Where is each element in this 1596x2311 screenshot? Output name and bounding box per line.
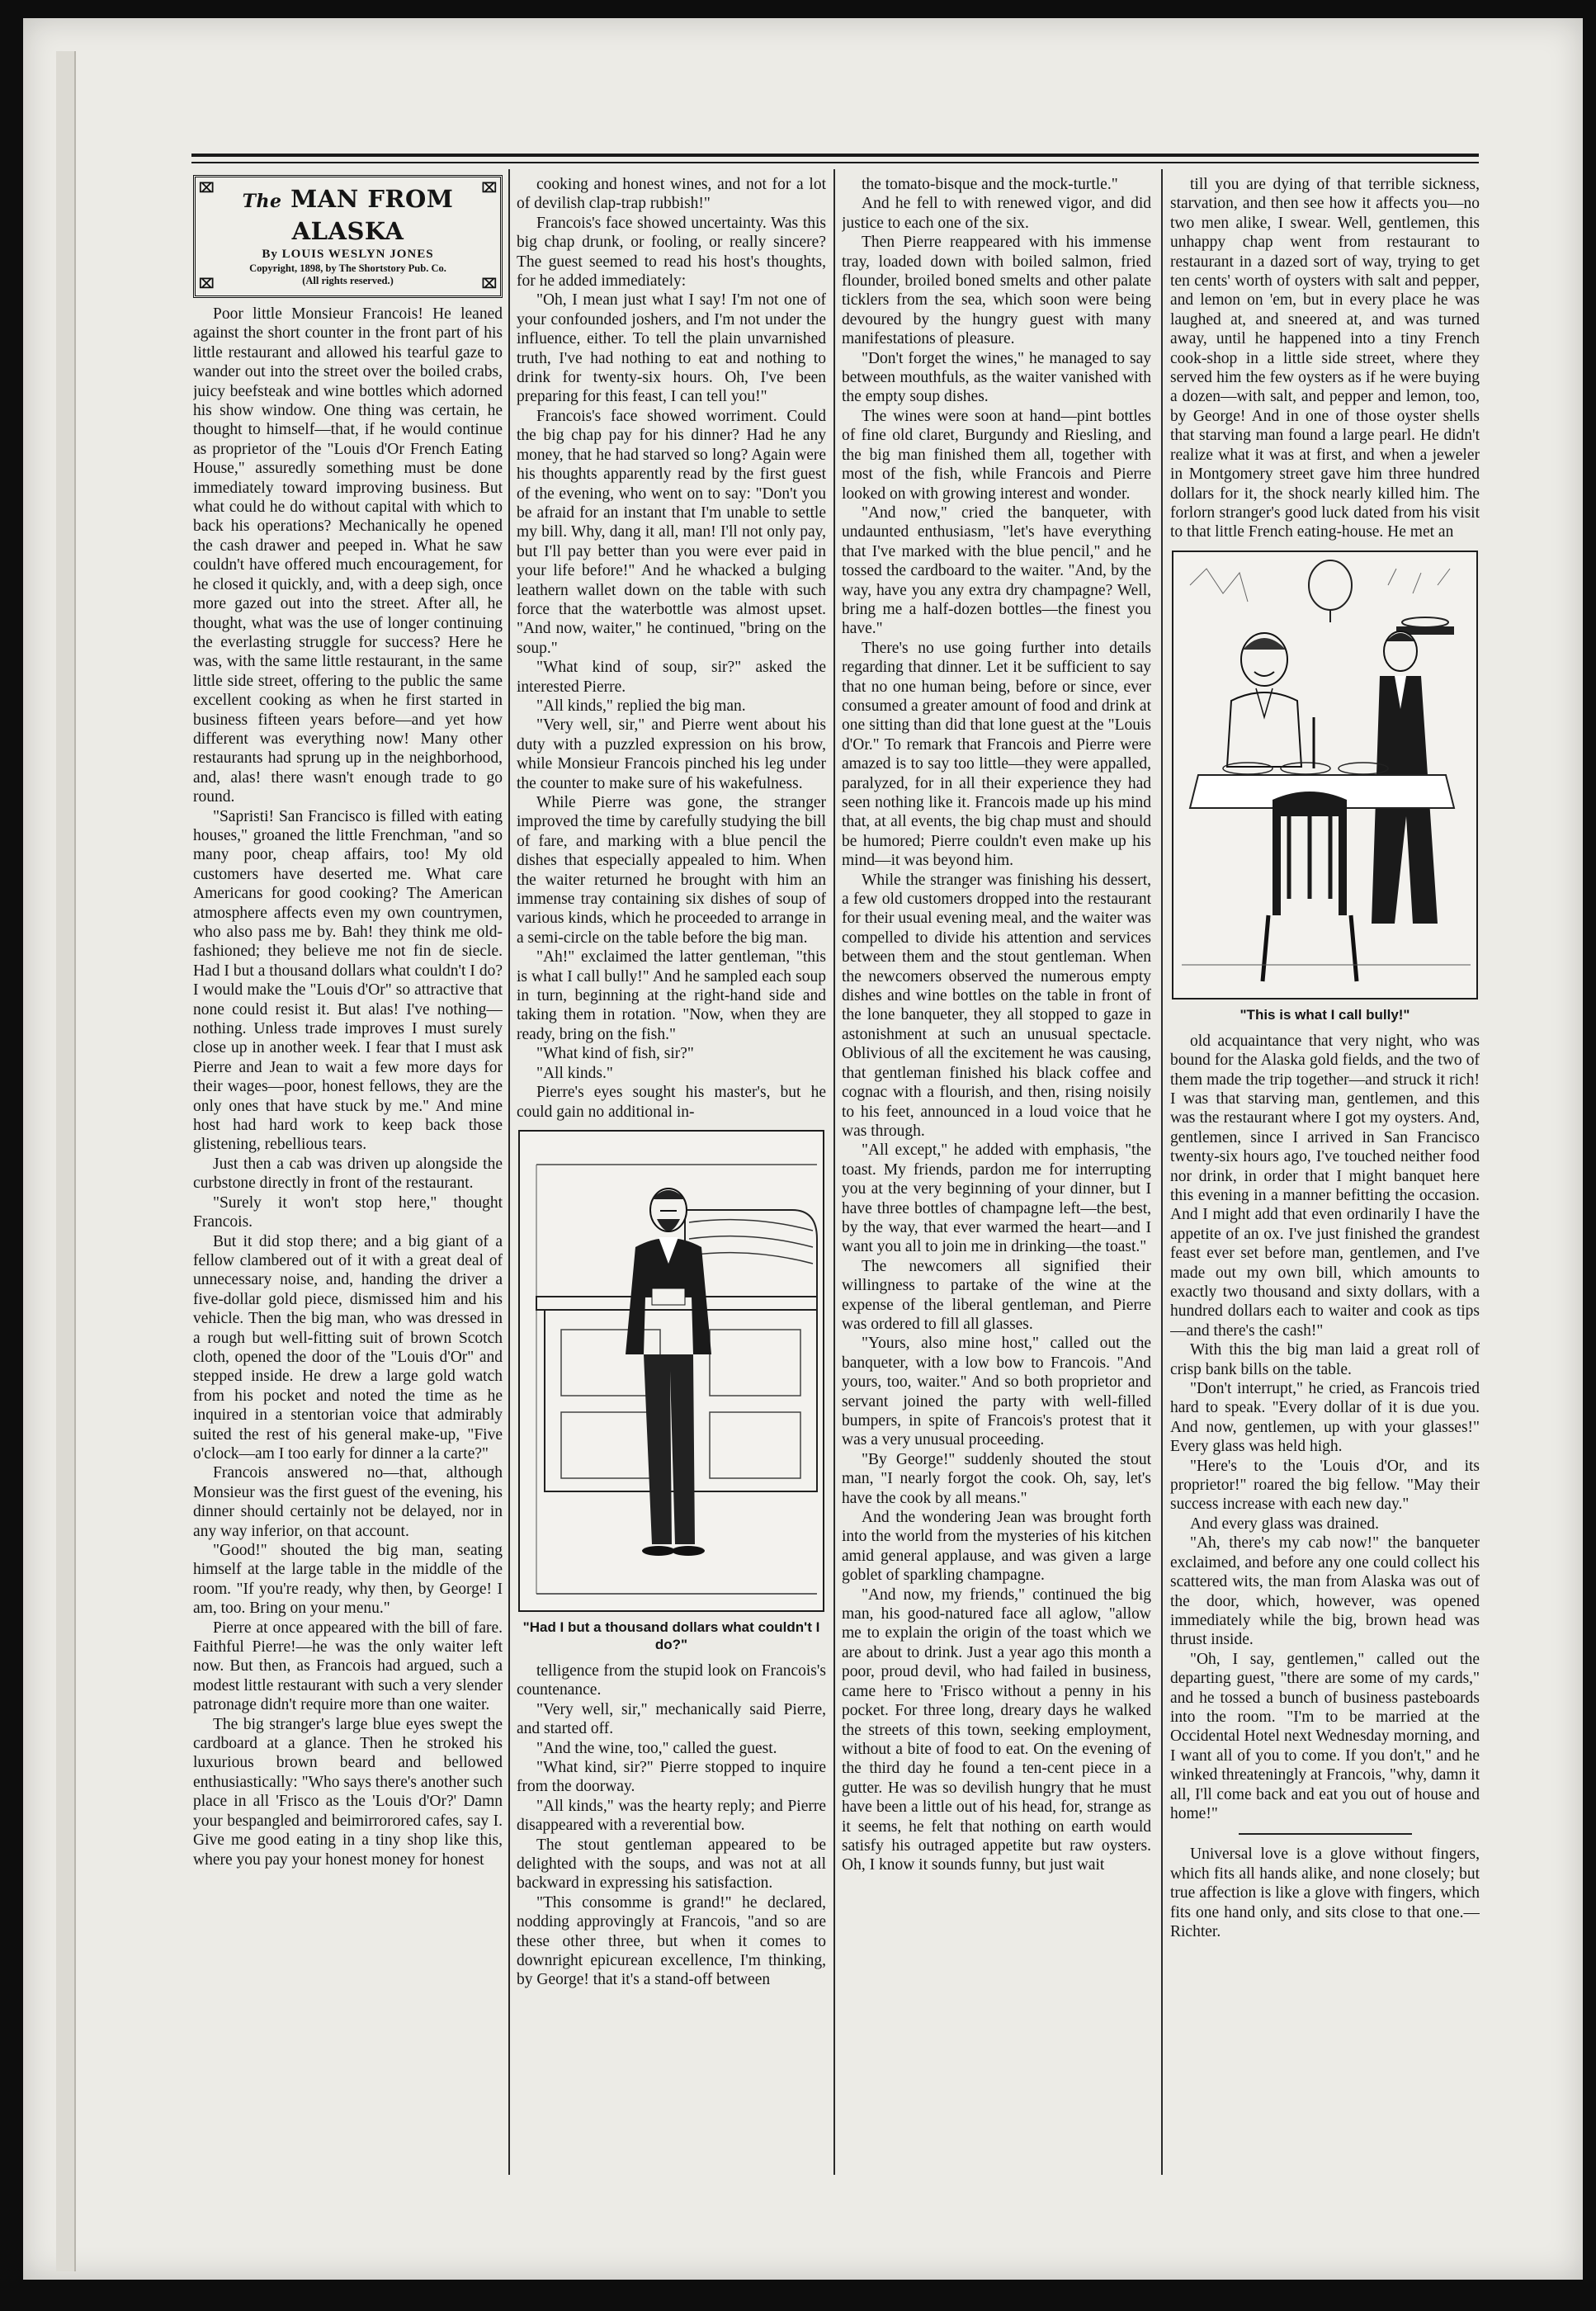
paragraph: The big stranger's large blue eyes swept the cardboard at a glance. Then he stroked his luxurious brown beard and bellowed enthusiastically: "Who says there's another such place in all 'Frisco as the 'Louis d'Or?' Damn your bespangled and beimirrorored cafes, say I. Give me good eating in a tiny shop like this, where you pay your honest money for honest xyxy=(193,1715,503,1869)
story-title xyxy=(204,184,492,246)
paragraph: There's no use going further into details regarding that dinner. Let it be sufficient to say that no one human being, before or since, ever consumed a greater amount of food and drink at one sitting than did that lone guest at the "Louis d'Or." To remark that Francois and Pierre were amazed is to say too little—they were appalled, paralyzed, for in all their experience they had seen nothing like it. Francois made up his mind that, at all events, the big chap must and should be humored; Pierre couldn't even make up his mind—it was beyond him. xyxy=(842,639,1151,870)
paragraph: "And now, my friends," continued the big man, his good-natured face all aglow, "allow me to explain the origin of the toast which we are about to drink. Just a year ago this month a poor, proud devil, who had failed in business, came here to 'Frisco without a penny in his pocket. For three long, dreary days he walked the streets of this town, seeking employment, without a bite of food to eat. On the evening of the third day he found a ten-cent piece in a gutter. He was so devilish hungry that he must have been a little out of his head, for, strange as it seems, he felt that nothing on earth would satisfy his outraged appetite but raw oysters. Oh, I know it sounds funny, but just wait xyxy=(842,1586,1151,1874)
paragraph: Just then a cab was driven up alongside the curbstone directly in front of the restaurant. xyxy=(193,1155,503,1193)
column-divider xyxy=(508,169,510,2175)
illustration-caption: "Had I but a thousand dollars what couldn't I do?" xyxy=(522,1619,820,1652)
paragraph: telligence from the stupid look on Francois's countenance. xyxy=(517,1661,826,1699)
paragraph: Pierre's eyes sought his master's, but he could gain no additional in- xyxy=(517,1084,826,1121)
ornament-icon: ⌧ xyxy=(199,276,215,291)
copyright-line: Copyright, 1898, by The Shortstory Pub. Co. xyxy=(249,262,446,274)
paragraph: "And now," cried the banqueter, with undaunted enthusiasm, "let's have everything that I've marked with the blue pencil," and he tossed the cardboard to the waiter. "And, by the way, have you any extra dry champagne? Well, bring me a half-dozen bottles—the finest you have." xyxy=(842,503,1151,638)
paragraph: old acquaintance that very night, who was bound for the Alaska gold fields, and the two of them made the trip together—and struck it rich! I was that starving man, gentlemen, and this was the restaurant where I got my oysters. And, gentlemen, since I arrived in San Francisco twenty-six hours ago, I've touched neither food nor drink, in order that I might banquet here this evening in a manner befitting the occasion. And I might add that even ordinarily I have the appetite of an ox. I've just finished the grandest feast ever set before man, gentlemen, and I've made out my own bill, which amounts to exactly two thousand and sixty dollars, with a hundred dollars each to waiter and cook as tips—and there's the cash!" xyxy=(1170,1032,1480,1340)
paragraph: The wines were soon at hand—pint bottles of fine old claret, Burgundy and Riesling, and the big man finished them all, together with most of the fish, while Francois and Pierre looked on with growing interest and wonder. xyxy=(842,407,1151,503)
paragraph: "All kinds," replied the big man. xyxy=(536,697,746,715)
paragraph: "What kind of soup, sir?" asked the interested Pierre. xyxy=(517,659,826,696)
paragraph: But it did stop there; and a big giant of a fellow clambered out of it with a great deal of unnecessary noise, and, handing the driver a five-dollar gold piece, dismissed him and his vehicle. Then the big man, who was dressed in a rough but well-fitting suit of brown Scotch cloth, opened the door of the "Louis d'Or" and stepped inside. He drew a large gold watch from his pocket and noted the time as he inquired in a stentorian voice that admirably suited the rest of his general make-up, "Five o'clock—am I too early for dinner a la carte?" xyxy=(193,1232,503,1463)
ornament-icon: ⌧ xyxy=(481,276,497,291)
paragraph: Poor little Monsieur Francois! He leaned against the short counter in the front part of his little restaurant and allowed his tearful gaze to wander out into the street over the boiled crabs, juicy beefsteak and wine bottles which adorned his show window. One thing was certain, he thought to himself—that, if he would continue as proprietor of the "Louis d'Or French Eating House," assuredly something must be done immediately toward improving business. But what could he do without capital with which to back his operations? Mechanically he opened the cash drawer and peeped in. What he saw couldn't have offered much encouragement, for he closed it quickly, and, with a deep sigh, once more gazed out into the street. After all, he thought, what was the use of longer continuing the everlasting struggle for success? Here he was, with the same little restaurant, in the same little side street, offering to the public the same excellent cooking as when he first started in business fifteen years before—and yet how different was everything now! Many other restaurants had sprung up in the neighborhood, and, alas! there wasn't enough trade to go round. xyxy=(193,305,503,806)
story-title-box xyxy=(193,175,503,298)
paragraph: the tomato-bisque and the mock-turtle." xyxy=(862,176,1118,193)
illustration-banqueter xyxy=(1172,551,1478,1000)
paragraph: "Ah, there's my cab now!" the banqueter exclaimed, and before any one could collect his scattered wits, the man from Alaska was out of the door, which, however, was opened immediately while the big, brown head was thrust inside. xyxy=(1170,1534,1480,1649)
paragraph: Francois's face showed worriment. Could the big chap pay for his dinner? Had he any money, that he had starved so long? Again were his thoughts apparently read by the first guest of the evening, who went on to say: "Don't you be afraid for an instant that I'm unable to settle my bill. Why, dang it all, man! I'll not only pay, but I'll pay better than you were ever paid in your life before!" And he whacked a bulging leathern wallet down on the table with such force that the waterbottle was almost upset. "And now, waiter," he continued, "bring on the soup." xyxy=(517,407,826,657)
filler-quote: Universal love is a glove without fingers, which fits all hands alike, and none closely; but true affection is like a glove with fingers, which fits one hand only, and sits close to that one.—Richter. xyxy=(1170,1845,1480,1940)
francois-drawing xyxy=(520,1132,823,1610)
paragraph: till you are dying of that terrible sickness, starvation, and then see how it affects you—no two men alike, I swear. Well, gentlemen, this unhappy chap went from restaurant to restaurant in a dazed sort of way, trying to get ten cents' worth of oysters with salt and pepper, and lemon on 'em, but in every place he was laughed at, and sneered at, and was turned away, until he happened into a tiny French cook-shop in a little side street, where they served him the few oysters as if he were buying a dozen—with salt, and pepper and lemon, too, by George! And in one of those oyster shells that starving man found a large pearl. He didn't realize what it was at first, and when a jeweler in Montgomery street gave him three hundred dollars for it, the shock nearly killed him. The forlorn stranger's good luck dated from his visit to that little French eating-house. He met an xyxy=(1170,176,1480,541)
paragraph: "Don't interrupt," he cried, as Francois tried hard to speak. "Every dollar of it is due you. And now, gentlemen, up with your glasses!" Every glass was held high. xyxy=(1170,1380,1480,1456)
paragraph: And he fell to with renewed vigor, and did justice to each one of the six. xyxy=(842,195,1151,232)
paragraph: Francois's face showed uncertainty. Was this big chap drunk, or fooling, or really sincere? The guest seemed to read his host's thoughts, for he added immediately: xyxy=(517,214,826,291)
story-title-main: MAN FROM ALASKA xyxy=(290,185,454,245)
paragraph: cooking and honest wines, and not for a lot of devilish clap-trap rubbish!" xyxy=(517,176,826,213)
paragraph: "Good!" shouted the big man, seating himself at the large table in the middle of the room. "If you're ready, why then, by George! I am, too. Bring on your menu." xyxy=(193,1542,503,1618)
paragraph: "What kind of fish, sir?" xyxy=(536,1045,694,1063)
paragraph: "Sapristi! San Francisco is filled with eating houses," groaned the little Frenchman, "and so many poor, cheap affairs, too! My old customers have deserted me. What care Americans for good cooking? The American atmosphere affects even my own countrymen, who also pass me by. Bah! they think me old-fashioned; they believe me not fin de siecle. Had I but a thousand dollars what couldn't I do? I would make the "Louis d'Or" so attractive that none could resist it. But alas! I've nothing—nothing. Unless trade improves I must surely close up in another week. I fear that I must ask Pierre and Jean to wait a few more days for their wages—poor, honest fellows, they are the only ones that have stuck by me." And mine host had hard work to keep back those glistening, rebellious tears. xyxy=(193,807,503,1154)
paragraph: "Oh, I say, gentlemen," called out the departing guest, "there are some of my cards," and he tossed a bunch of business pasteboards into the room. "I'm to be married at the Occidental Hotel next Wednesday morning, and I want all of you to come. If you don't," and he winked threateningly at Francois, "why, damn it all, I'll come back and eat you out of house and home!" xyxy=(1170,1650,1480,1822)
banqueter-drawing xyxy=(1173,552,1476,998)
paragraph: The stout gentleman appeared to be delighted with the soups, and was not at all backward in expressing his satisfaction. xyxy=(517,1836,826,1893)
ornament-icon: ⌧ xyxy=(481,182,497,196)
column-2 xyxy=(517,175,826,2172)
column-divider xyxy=(1161,169,1163,2175)
column-4 xyxy=(1170,175,1480,2172)
paragraph: Pierre at once appeared with the bill of fare. Faithful Pierre!—he was the only waiter left now. But then, as Francois had argued, such a modest little restaurant with such a very slender patronage didn't require more than one waiter. xyxy=(193,1619,503,1714)
paragraph: "All kinds." xyxy=(536,1064,613,1082)
paragraph: Francois answered no—that, although Monsieur was the first guest of the evening, his dinner should certainly not be delayed, nor in any way inferior, on that account. xyxy=(193,1464,503,1540)
rights-line: (All rights reserved.) xyxy=(302,275,394,286)
header-rule-thin xyxy=(191,162,1479,163)
byline: By LOUIS WESLYN JONES xyxy=(262,248,434,261)
paragraph: "Yours, also mine host," called out the banqueter, with a low bow to Francois. "And yours, too, waiter." And so both proprietor and servant joined the party with well-filled bumpers, in spite of Francois's protest that it was a very unusual proceeding. xyxy=(842,1335,1151,1449)
paragraph: "Very well, sir," and Pierre went about his duty with a puzzled expression on his brow, while Monsieur Francois pinched his leg under the counter to make sure of his wakefulness. xyxy=(517,716,826,792)
paragraph: And every glass was drained. xyxy=(1190,1515,1380,1533)
paragraph: "All except," he added with emphasis, "the toast. My friends, pardon me for interrupting you at the very beginning of your dinner, but I have three bottles of champagne left—the best, by the way, that ever warmed the heart—and I want you all to join me in drinking—the toast." xyxy=(842,1141,1151,1256)
section-separator xyxy=(1239,1833,1412,1835)
ornament-icon: ⌧ xyxy=(199,182,215,196)
paragraph: While Pierre was gone, the stranger improved the time by carefully studying the bill of fare, and marking with a blue pencil the dishes that especially appealed to him. When the waiter returned he brought with him an immense tray containing six dishes of soup of various kinds, which he proceeded to arrange in a semi-circle on the table before the big man. xyxy=(517,794,826,947)
paragraph: "Here's to the 'Louis d'Or, and its proprietor!" roared the big fellow. "May their success increase with each new day." xyxy=(1170,1457,1480,1514)
header-rule xyxy=(191,154,1479,157)
paragraph: "This consomme is grand!" he declared, nodding approvingly at Francois, "and so are these other three, but when it comes to downright epicurean excellence, I'm thinking, by George! that it's a stand-off between xyxy=(517,1893,826,1989)
paragraph: "Surely it won't stop here," thought Francois. xyxy=(193,1193,503,1231)
column-divider xyxy=(833,169,835,2175)
paragraph: "What kind, sir?" Pierre stopped to inquire from the doorway. xyxy=(517,1758,826,1796)
paragraph: And the wondering Jean was brought forth into the world from the mysteries of his kitchen amid general applause, and was given a large goblet of sparkling champagne. xyxy=(842,1509,1151,1585)
paragraph: "Ah!" exclaimed the latter gentleman, "this is what I call bully!" And he sampled each soup in turn, beginning at the right-hand side and taking them in rotation. "Now, when they are ready, bring on the fish." xyxy=(517,948,826,1043)
paragraph: The newcomers all signified their willingness to partake of the wine at the expense of the liberal gentleman, and Pierre was ordered to fill all glasses. xyxy=(842,1257,1151,1333)
paragraph: Then Pierre reappeared with his immense tray, loaded down with boiled salmon, fried flounder, broiled boned smelts and other palate ticklers from the sea, which soon were being devoured by the hungry guest with many manifestations of pleasure. xyxy=(842,234,1151,348)
column-1 xyxy=(193,175,503,2172)
illustration-francois xyxy=(518,1130,824,1612)
page-binding-edge xyxy=(56,51,76,2271)
story-title-prefix: The xyxy=(242,191,282,212)
paragraph: "Oh, I mean just what I say! I'm not one of your confounded joshers, and I'm not under the influence, either. To tell the plain unvarnished truth, I've had nothing to eat and nothing to drink for twenty-six hours. Oh, I've been preparing for this feast, I can tell you!" xyxy=(517,291,826,406)
paragraph: While the stranger was finishing his dessert, a few old customers dropped into the restaurant for their usual evening meal, and the waiter was compelled to divide his attention and services between them and the stout gentleman. When the newcomers observed the numerous empty dishes and wine bottles on the table in front of the lone banqueter, they all stopped to gaze in astonishment at such an unusual spectacle. Oblivious of all the excitement he was causing, that gentleman finished his black coffee and cognac with a flourish, and then, rising noisily to his feet, announced in a loud voice that he was through. xyxy=(842,871,1151,1140)
illustration-caption: "This is what I call bully!" xyxy=(1239,1006,1410,1023)
paragraph: With this the big man laid a great roll of crisp bank bills on the table. xyxy=(1170,1341,1480,1378)
paragraph: "Don't forget the wines," he managed to say between mouthfuls, as the waiter vanished with the empty soup dishes. xyxy=(842,349,1151,406)
column-3 xyxy=(842,175,1151,2172)
paragraph: "And the wine, too," called the guest. xyxy=(536,1739,777,1757)
paragraph: "All kinds," was the hearty reply; and Pierre disappeared with a reverential bow. xyxy=(517,1797,826,1835)
paragraph: "Very well, sir," mechanically said Pierre, and started off. xyxy=(517,1700,826,1738)
paragraph: "By George!" suddenly shouted the stout man, "I nearly forgot the cook. Oh, say, let's have the cook by all means." xyxy=(842,1450,1151,1507)
